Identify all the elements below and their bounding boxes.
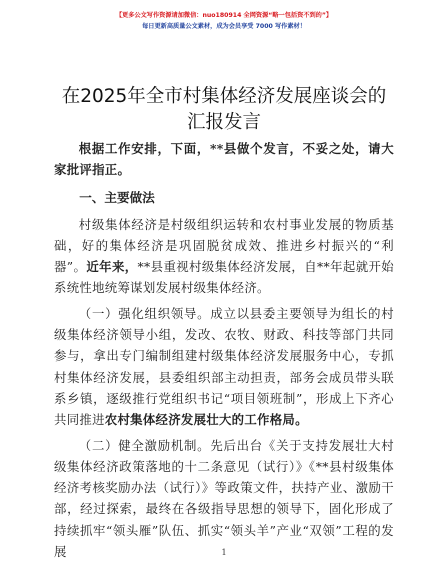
promo-banner-line-1: 【更多公文写作资源请加微信：nuo180914 全网资源“略一包括资不到的”】: [115, 12, 333, 19]
document-title: 在2025年全市村集体经济发展座谈会的汇报发言: [61, 86, 387, 133]
paragraph-1: [54, 214, 394, 299]
paragraph-2-text: （一）强化组织领导。成立以县委主要领导为组长的村级集体经济领导小组，发改、农牧、财政、科技等部门共同参与，拿出专门编制组建村级集体经济发展服务中心，专抓村集体经济发展，县委组织部主动担责，部务会成员带头联系乡镇，逐级推行党组织书记“项目领班制”，形成上下齐心共同推进: [54, 305, 394, 428]
paragraph-1-rest: **县重视村级集体经济发展，自**年起就开始系统性地统筹谋划发展村级集体经济。: [54, 259, 394, 296]
promo-banner-line-2: 每日更新高质量公文素材，成为会员享受 7000 写作素材！: [142, 23, 306, 30]
paragraph-1-text: 村级集体经济是村级组织运转和农村事业发展的物质基础，好的集体经济是巩固脱贫成效、推进乡村振兴的“利器”。: [54, 216, 394, 275]
paragraph-2: [54, 303, 394, 431]
promo-banner: [0, 10, 448, 32]
paragraph-3: （二）健全激励机制。先后出台《关于支持发展壮大村级集体经济政策落地的十二条意见（试行）》《**县村级集体经济考核奖励办法（试行）》等政策文件，扶持产业、激励干部，经过探索，最终在各级指导思想的领导下，固化形成了持续抓牢“领头雁”队伍、抓实“领头羊”产业“双领”工程的发展: [54, 437, 394, 560]
section-heading: 一、主要做法: [79, 189, 155, 205]
lead-paragraph: 根据工作安排，下面，**县做个发言，不妥之处，请大家批评指正。: [54, 141, 394, 178]
page-number: 1: [221, 548, 227, 557]
paragraph-1-emphasis: 近年来，: [86, 259, 138, 275]
paragraph-2-emphasis: 农村集体经济发展壮大的工作格局。: [104, 412, 308, 428]
document-body: [54, 138, 394, 566]
